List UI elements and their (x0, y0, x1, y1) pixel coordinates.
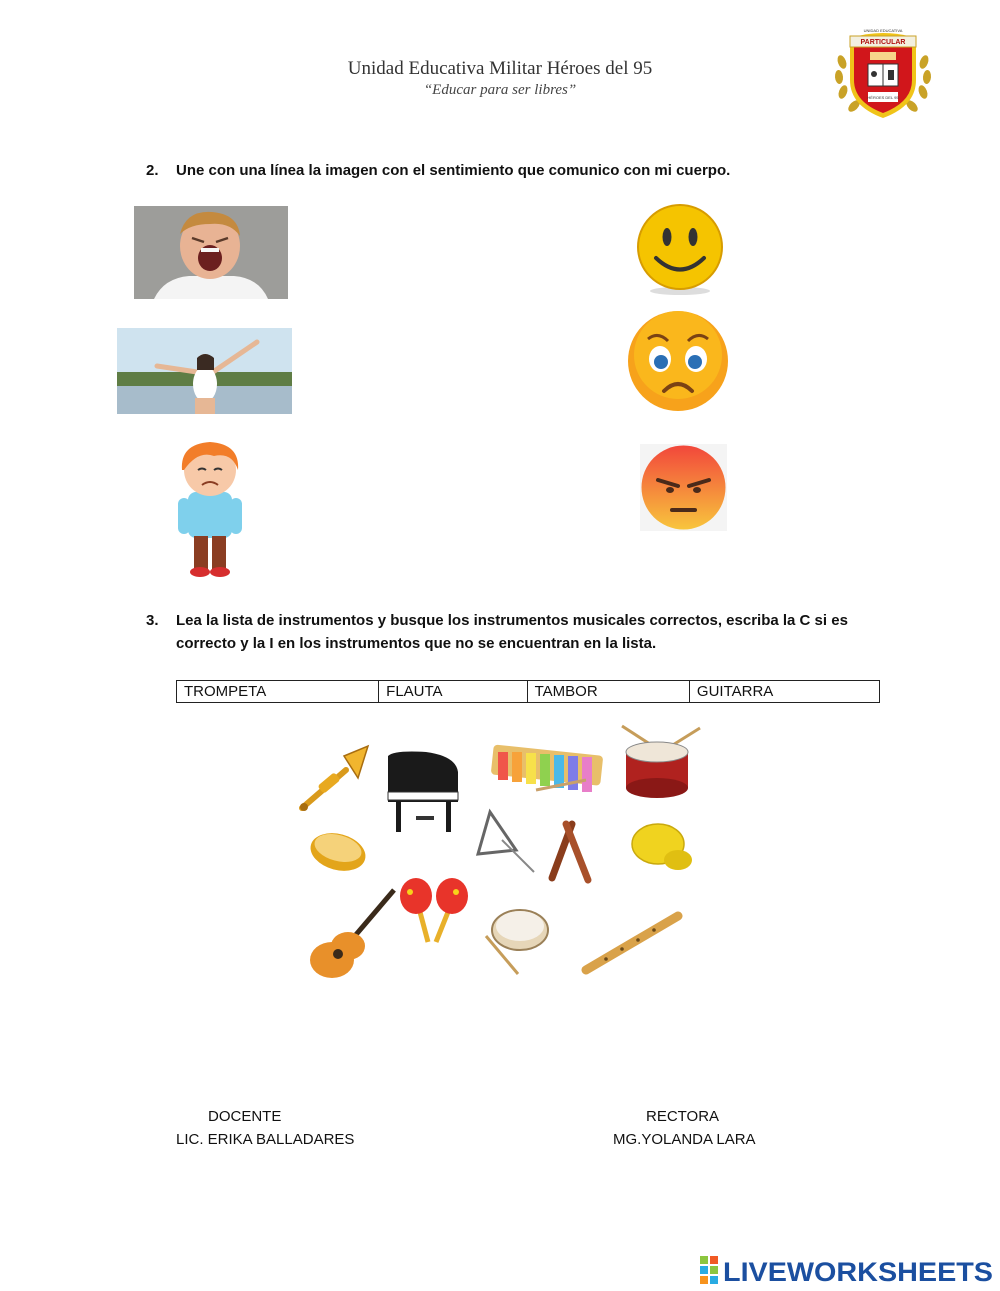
hand-drum-image[interactable] (486, 910, 548, 974)
angry-child-photo (134, 206, 288, 299)
angry-emoji (640, 444, 727, 531)
question-2-number: 2. (146, 162, 159, 179)
xylophone-image[interactable] (491, 744, 604, 792)
school-name: Unidad Educativa Militar Héroes del 95 (347, 58, 653, 79)
trumpet-image[interactable] (300, 746, 368, 811)
school-crest-logo (832, 22, 934, 122)
school-motto: “Educar para ser libres” (423, 82, 577, 98)
crest-bottom-text: HÉROES DEL 95 (867, 95, 899, 100)
question-3-line-1: Lea la lista de instrumentos y busque los instrumentos musicales correctos, escriba la C si es (176, 612, 848, 629)
piano-image[interactable] (388, 752, 458, 833)
triangle-image[interactable] (478, 812, 534, 872)
instrument-list-table (176, 680, 880, 703)
tambourine-image[interactable] (306, 827, 369, 876)
happy-emoji (634, 203, 726, 295)
happy-woman-photo (117, 328, 292, 414)
question-3 (146, 609, 966, 657)
instrument-cell-guitarra: GUITARRA (689, 681, 879, 703)
instrument-cell-tambor: TAMBOR (527, 681, 689, 703)
cymbals-image[interactable] (632, 824, 692, 870)
question-3-number: 3. (146, 612, 159, 629)
question-2-text: Une con una línea la imagen con el sentimiento que comunico con mi cuerpo. (176, 162, 731, 179)
liveworksheets-text: LIVEWORKSHEETS (723, 1257, 993, 1286)
recorder-image[interactable] (586, 916, 678, 970)
rectora-role: RECTORA (646, 1108, 720, 1125)
instrument-cell-trompeta: TROMPETA (177, 681, 379, 703)
sad-boy-cartoon (174, 440, 246, 578)
maracas-image[interactable] (400, 878, 468, 942)
docente-role: DOCENTE (208, 1108, 282, 1125)
crest-top-text: UNIDAD EDUCATIVA (863, 28, 903, 33)
question-2 (146, 159, 966, 183)
docente-name: LIC. ERIKA BALLADARES (176, 1131, 355, 1148)
instruments-illustration (296, 720, 706, 985)
crest-banner-text: PARTICULAR (860, 39, 906, 46)
claves-image[interactable] (552, 824, 588, 880)
sad-emoji (626, 309, 730, 413)
liveworksheets-logo (700, 1254, 995, 1286)
drum-image[interactable] (622, 726, 700, 798)
table-row (177, 681, 880, 703)
rectora-name: MG.YOLANDA LARA (613, 1131, 756, 1148)
guitar-image[interactable] (310, 890, 394, 978)
question-3-line-2: correcto y la I en los instrumentos que no se encuentran en la lista. (176, 635, 657, 652)
instrument-cell-flauta: FLAUTA (379, 681, 527, 703)
